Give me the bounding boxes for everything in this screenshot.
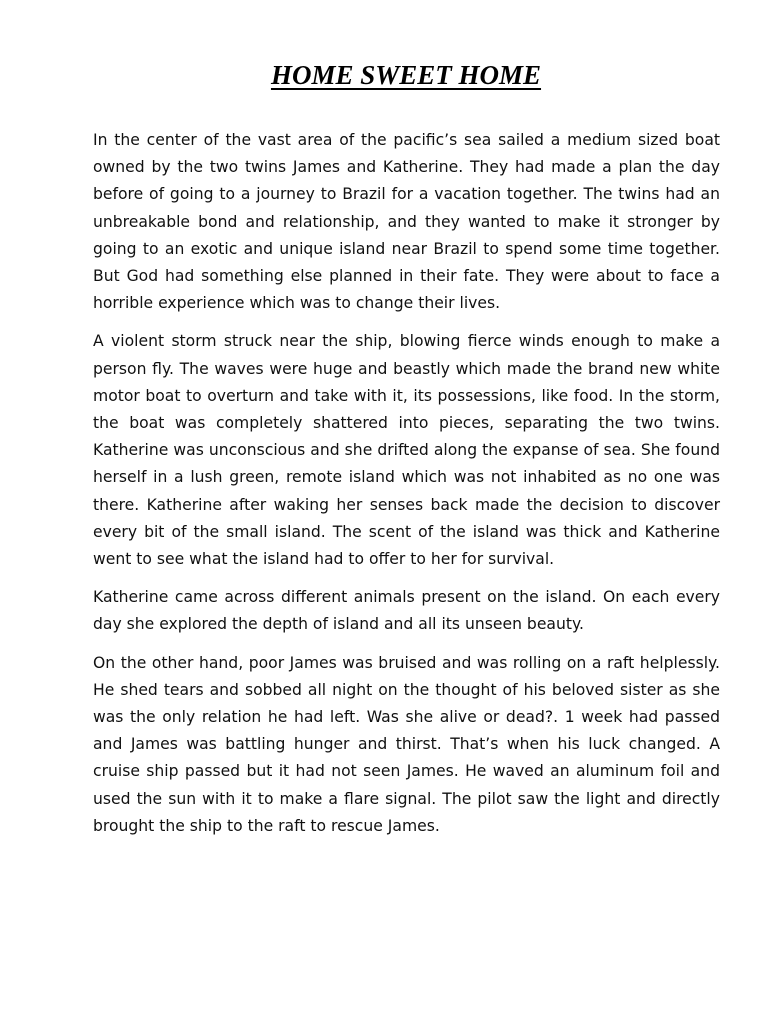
document-body	[93, 127, 720, 851]
document-title: HOME SWEET HOME	[270, 60, 542, 90]
paragraph: A violent storm struck near the ship, blowing fierce winds enough to make a person fly. The waves were huge and beastly which made the brand new white motor boat to overturn and take with it, its possessions, like food. In the storm, the boat was completely shattered into pieces, separating the two twins. Katherine was unconscious and she drifted along the expanse of sea. She found herself in a lush green, remote island which was not inhabited as no one was there. Katherine after waking her senses back made the decision to discover every bit of the small island. The scent of the island was thick and Katherine went to see what the island had to offer to her for survival.	[93, 332, 720, 569]
paragraph: In the center of the vast area of the pacific’s sea sailed a medium sized boat owned by the two twins James and Katherine. They had made a plan the day before of going to a journey to Brazil for a vacation together. The twins had an unbreakable bond and relationship, and they wanted to make it stronger by going to an exotic and unique island near Brazil to spend some time together. But God had something else planned in their fate. They were about to face a horrible experience which was to change their lives.	[93, 131, 720, 313]
paragraph: On the other hand, poor James was bruised and was rolling on a raft helplessly. He shed tears and sobbed all night on the thought of his beloved sister as she was the only relation he had left. Was she alive or dead?. 1 week had passed and James was battling hunger and thirst. That’s when his luck changed. A cruise ship passed but it had not seen James. He waved an aluminum foil and used the sun with it to make a flare signal. The pilot saw the light and directly brought the ship to the raft to rescue James.	[93, 653, 720, 835]
paragraph: Katherine came across different animals present on the island. On each every day she explored the depth of island and all its unseen beauty.	[93, 588, 720, 634]
